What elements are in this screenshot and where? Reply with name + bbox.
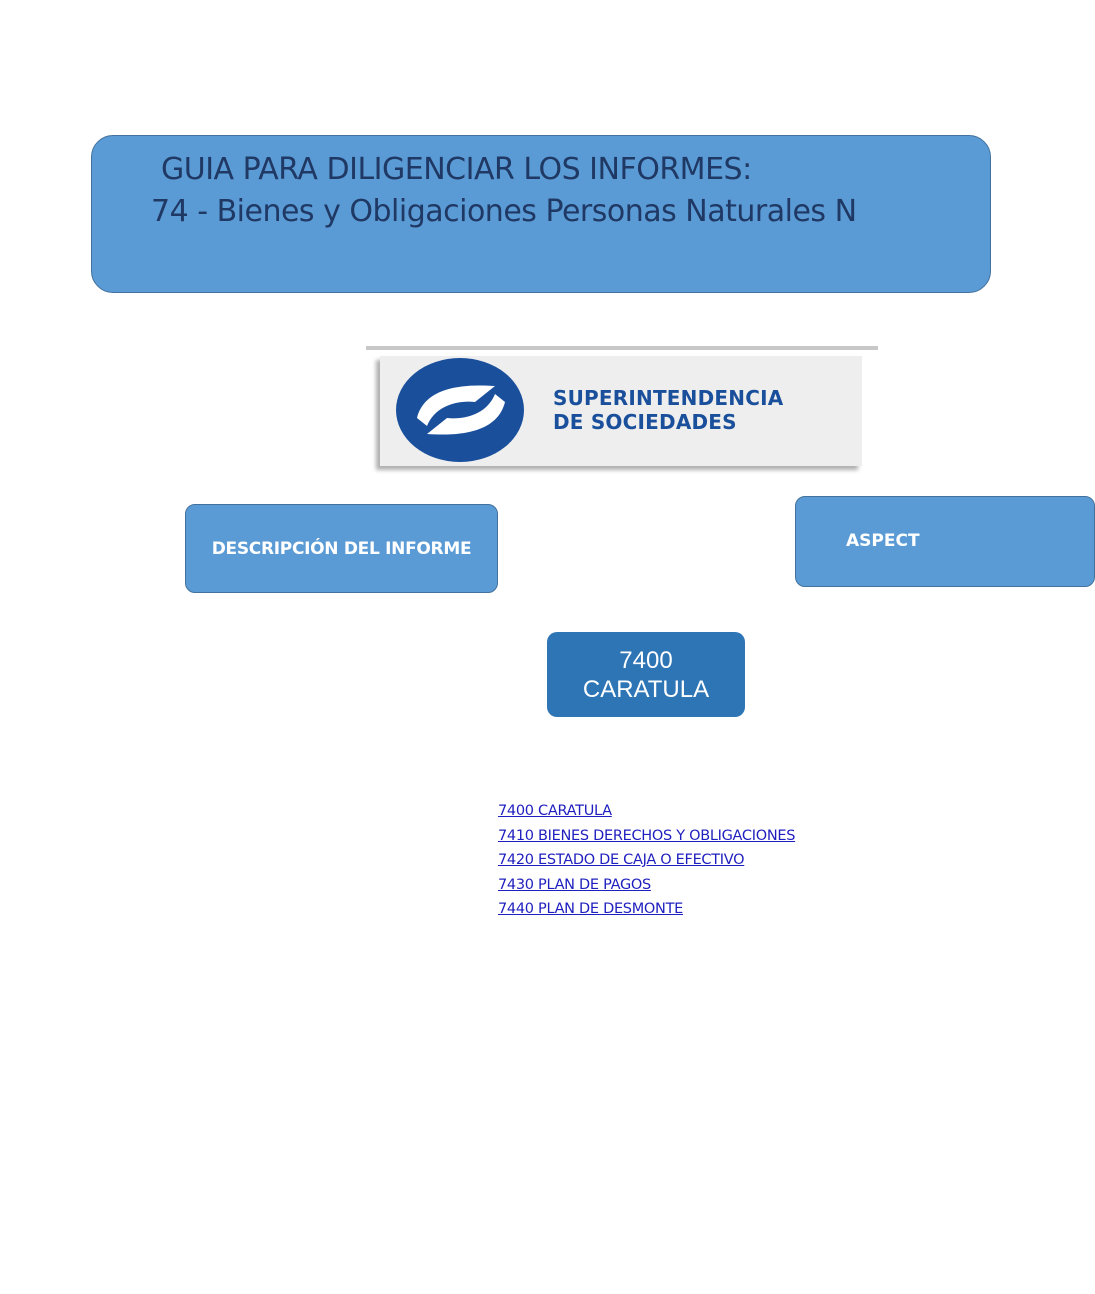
logo-text-line-1: SUPERINTENDENCIA [553,386,784,410]
descripcion-informe-button[interactable]: DESCRIPCIÓN DEL INFORME [185,504,498,593]
title-line-1: GUIA PARA DILIGENCIAR LOS INFORMES: [161,152,752,187]
link-7420-estado-caja[interactable]: 7420 ESTADO DE CAJA O EFECTIVO [498,852,745,868]
aspectos-button[interactable] [795,496,1095,587]
link-7440-plan-desmonte[interactable]: 7440 PLAN DE DESMONTE [498,901,683,917]
logo-text-line-2: DE SOCIEDADES [553,410,737,434]
caratula-7400-button[interactable] [547,632,745,717]
link-7410-bienes[interactable]: 7410 BIENES DERECHOS Y OBLIGACIONES [498,827,796,844]
aspectos-button-label: ASPECT [846,531,920,551]
title-line-2: 74 - Bienes y Obligaciones Personas Naturales N [151,194,857,229]
superintendencia-logo-icon [395,356,527,466]
report-links-list [498,799,795,922]
caratula-code: 7400 [619,647,673,674]
link-7430-plan-pagos[interactable]: 7430 PLAN DE PAGOS [498,876,651,893]
link-7400-caratula[interactable]: 7400 CARATULA [498,803,612,819]
caratula-label: CARATULA [582,676,710,703]
